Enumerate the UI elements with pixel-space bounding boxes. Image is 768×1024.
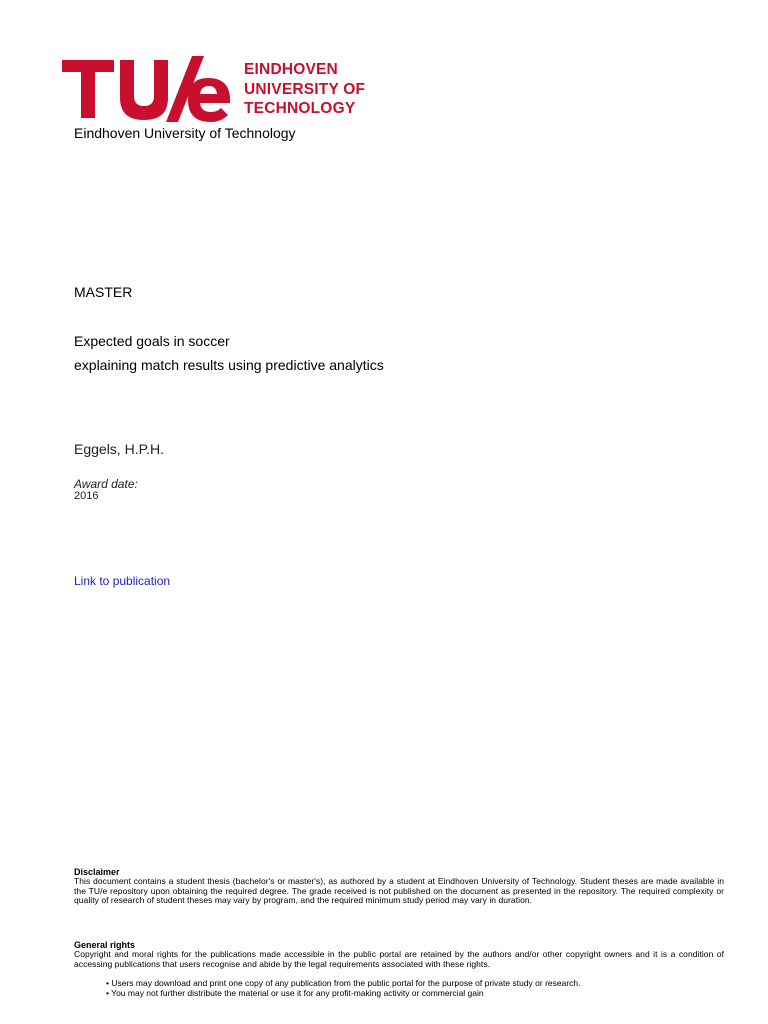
disclaimer-heading: Disclaimer — [74, 867, 120, 877]
logo-wordmark — [244, 60, 365, 119]
rights-bullet-1: • Users may download and print one copy of any publication from the public portal for the purpose of private study or research. — [106, 978, 581, 988]
award-date-label: Award date: — [74, 477, 138, 491]
general-rights-heading: General rights — [74, 940, 136, 950]
disclaimer-text: This document contains a student thesis (bachelor's or master's), as authored by a student at Eindhoven University of Technology. Student theses are made available in the TU/e repository upon obtaining the required degree. The grade received is not published on the document as presented in the repository. The required complexity or quality of research of student theses may vary by program, and the required minimum study period may vary in duration. — [74, 876, 724, 905]
general-rights-text: Copyright and moral rights for the publications made accessible in the public portal are retained by the authors and/or other copyright owners and it is a condition of accessing publications that users recognise and abide by the legal requirements associated with these rights. — [74, 949, 724, 969]
rights-bullet-list — [106, 979, 726, 998]
publication-link[interactable]: Link to publication — [74, 574, 171, 588]
institution-name: Eindhoven University of Technology — [74, 125, 296, 141]
degree-type: MASTER — [74, 284, 133, 300]
tue-logo-mark — [62, 56, 232, 122]
logo-line-3: TECHNOLOGY — [244, 100, 356, 117]
author-name: Eggels, H.P.H. — [74, 441, 165, 457]
award-date-value: 2016 — [74, 490, 99, 502]
logo-line-1: EINDHOVEN — [244, 61, 338, 78]
general-rights-section — [74, 940, 724, 969]
logo-line-2: UNIVERSITY OF — [244, 80, 366, 98]
rights-bullet-2: • You may not further distribute the material or use it for any profit-making activity or commercial gain — [106, 987, 484, 998]
disclaimer-section — [74, 867, 724, 906]
thesis-subtitle: explaining match results using predictive analytics — [74, 357, 384, 373]
thesis-title: Expected goals in soccer — [74, 333, 230, 349]
university-logo — [62, 56, 392, 126]
